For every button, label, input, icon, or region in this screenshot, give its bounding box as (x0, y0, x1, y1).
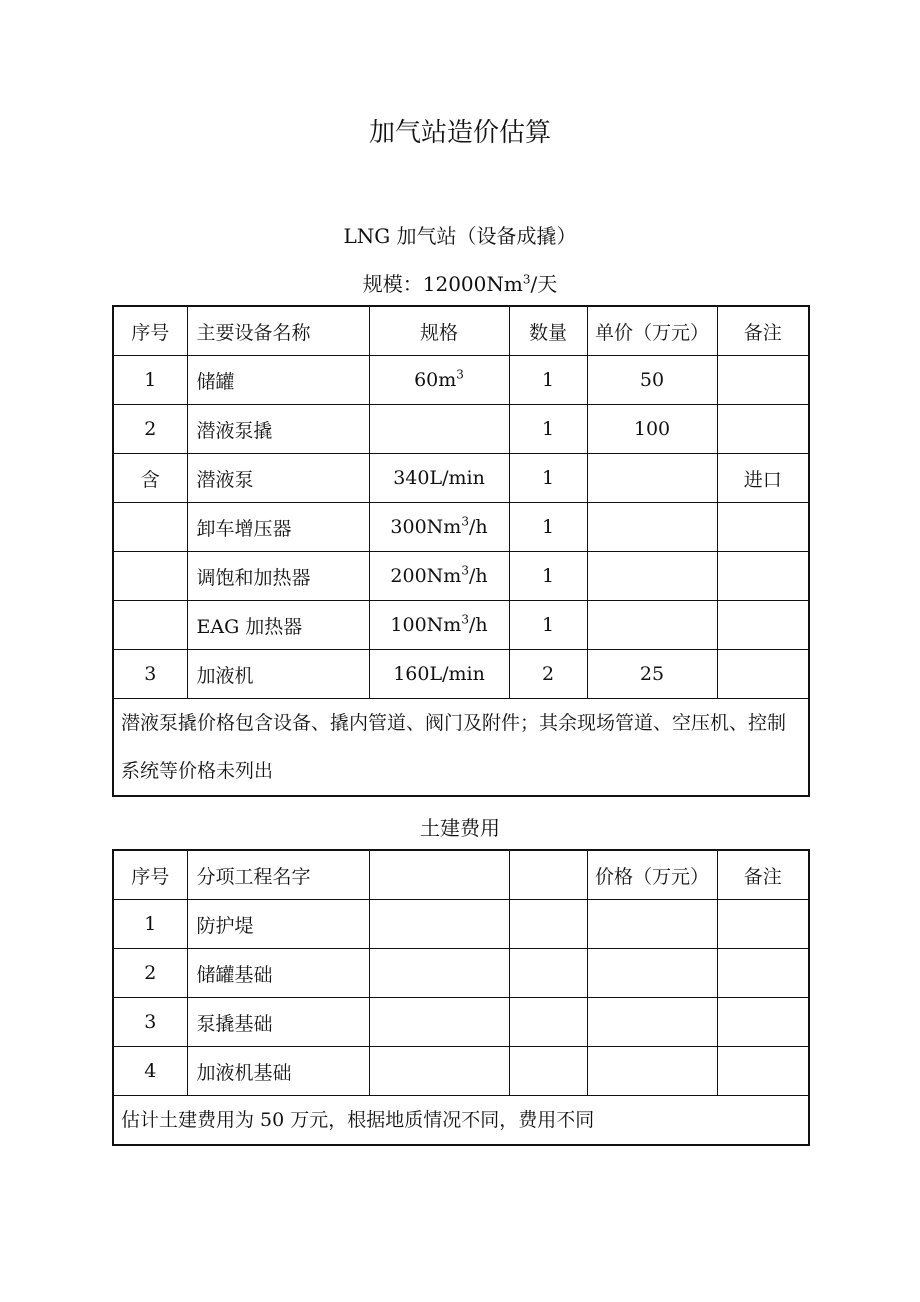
equipment-price: 25 (587, 650, 717, 699)
equipment-name: 调饱和加热器 (187, 552, 369, 601)
row-number (113, 503, 187, 552)
equipment-spec (369, 601, 509, 650)
empty-cell (509, 998, 587, 1047)
spec-value: 340L/min (393, 467, 485, 489)
spec-sup: 3 (461, 612, 469, 627)
page-title: 加气站造价估算 (368, 118, 551, 148)
equipment-remark (717, 503, 809, 552)
equipment-spec (369, 650, 509, 699)
equipment-remark: 进口 (717, 454, 809, 503)
civil-row (113, 1047, 809, 1096)
equipment-remark (717, 650, 809, 699)
civil-row (113, 949, 809, 998)
empty-cell (369, 900, 509, 949)
equipment-name: 潜液泵 (187, 454, 369, 503)
row-number: 3 (113, 998, 187, 1047)
row-number: 含 (113, 454, 187, 503)
equipment-spec (369, 454, 509, 503)
row-number: 2 (113, 405, 187, 454)
equipment-qty: 1 (509, 503, 587, 552)
civil-header-cell (509, 850, 587, 900)
empty-cell (587, 998, 717, 1047)
empty-cell (717, 1047, 809, 1096)
equipment-price (587, 503, 717, 552)
empty-cell (717, 949, 809, 998)
spec-value: 100Nm (390, 614, 462, 636)
equipment-price (587, 552, 717, 601)
equipment-remark (717, 356, 809, 405)
equipment-price (587, 454, 717, 503)
civil-header-cell: 序号 (113, 850, 187, 900)
equipment-note-row (113, 699, 809, 797)
empty-cell (509, 900, 587, 949)
equipment-header-cell: 单价（万元） (587, 306, 717, 356)
equipment-qty: 1 (509, 405, 587, 454)
equipment-spec (369, 405, 509, 454)
civil-table (112, 849, 810, 1146)
equipment-row (113, 356, 809, 405)
equipment-qty: 1 (509, 601, 587, 650)
equipment-qty: 1 (509, 552, 587, 601)
equipment-header-cell: 数量 (509, 306, 587, 356)
scale-line (0, 268, 920, 297)
civil-note-row (113, 1096, 809, 1146)
equipment-remark (717, 552, 809, 601)
equipment-header-cell: 备注 (717, 306, 809, 356)
equipment-header-row (113, 306, 809, 356)
station-subtitle: LNG 加气站（设备成撬） (343, 224, 577, 248)
equipment-row (113, 650, 809, 699)
equipment-row (113, 405, 809, 454)
equipment-spec (369, 552, 509, 601)
equipment-remark (717, 601, 809, 650)
equipment-price (587, 601, 717, 650)
equipment-name: 卸车增压器 (187, 503, 369, 552)
equipment-qty: 2 (509, 650, 587, 699)
scale-prefix: 规模：12000Nm (362, 272, 523, 296)
row-number: 1 (113, 900, 187, 949)
empty-cell (509, 1047, 587, 1096)
empty-cell (369, 949, 509, 998)
equipment-header-cell: 序号 (113, 306, 187, 356)
civil-item-name: 泵撬基础 (187, 998, 369, 1047)
civil-item-name: 加液机基础 (187, 1047, 369, 1096)
civil-title: 土建费用 (420, 816, 500, 840)
civil-header-cell: 价格（万元） (587, 850, 717, 900)
scale-sup: 3 (522, 272, 531, 287)
civil-row (113, 900, 809, 949)
equipment-table (112, 305, 810, 797)
spec-sup: 3 (461, 563, 469, 578)
row-number: 1 (113, 356, 187, 405)
equipment-name: 加液机 (187, 650, 369, 699)
spec-value: 160L/min (393, 663, 485, 685)
empty-cell (587, 1047, 717, 1096)
civil-item-name: 储罐基础 (187, 949, 369, 998)
scale-suffix: /天 (530, 272, 558, 296)
empty-cell (509, 949, 587, 998)
equipment-header-cell: 规格 (369, 306, 509, 356)
equipment-remark (717, 405, 809, 454)
row-number (113, 552, 187, 601)
spec-value: 200Nm (390, 565, 462, 587)
equipment-row (113, 454, 809, 503)
empty-cell (717, 900, 809, 949)
spec-sup: 3 (461, 514, 469, 529)
civil-row (113, 998, 809, 1047)
row-number (113, 601, 187, 650)
civil-item-name: 防护堤 (187, 900, 369, 949)
empty-cell (369, 1047, 509, 1096)
equipment-spec (369, 503, 509, 552)
empty-cell (369, 998, 509, 1047)
spec-value: 60m (414, 369, 457, 391)
civil-note: 估计土建费用为 50 万元，根据地质情况不同，费用不同 (113, 1096, 809, 1146)
spec-value: 300Nm (390, 516, 462, 538)
equipment-spec (369, 356, 509, 405)
equipment-row (113, 552, 809, 601)
equipment-name: 储罐 (187, 356, 369, 405)
spec-sup: 3 (456, 367, 464, 382)
row-number: 3 (113, 650, 187, 699)
equipment-qty: 1 (509, 454, 587, 503)
empty-cell (587, 900, 717, 949)
spec-unit: /h (468, 565, 488, 587)
civil-header-cell (369, 850, 509, 900)
row-number: 2 (113, 949, 187, 998)
row-number: 4 (113, 1047, 187, 1096)
equipment-row (113, 601, 809, 650)
spec-unit: /h (468, 516, 488, 538)
civil-header-row (113, 850, 809, 900)
equipment-name: EAG 加热器 (187, 601, 369, 650)
equipment-price: 50 (587, 356, 717, 405)
spec-unit: /h (468, 614, 488, 636)
equipment-row (113, 503, 809, 552)
equipment-header-cell: 主要设备名称 (187, 306, 369, 356)
civil-header-cell: 备注 (717, 850, 809, 900)
equipment-price: 100 (587, 405, 717, 454)
equipment-qty: 1 (509, 356, 587, 405)
civil-header-cell: 分项工程名字 (187, 850, 369, 900)
equipment-name: 潜液泵撬 (187, 405, 369, 454)
empty-cell (587, 949, 717, 998)
equipment-note: 潜液泵撬价格包含设备、撬内管道、阀门及附件；其余现场管道、空压机、控制系统等价格未列出 (113, 699, 809, 797)
empty-cell (717, 998, 809, 1047)
